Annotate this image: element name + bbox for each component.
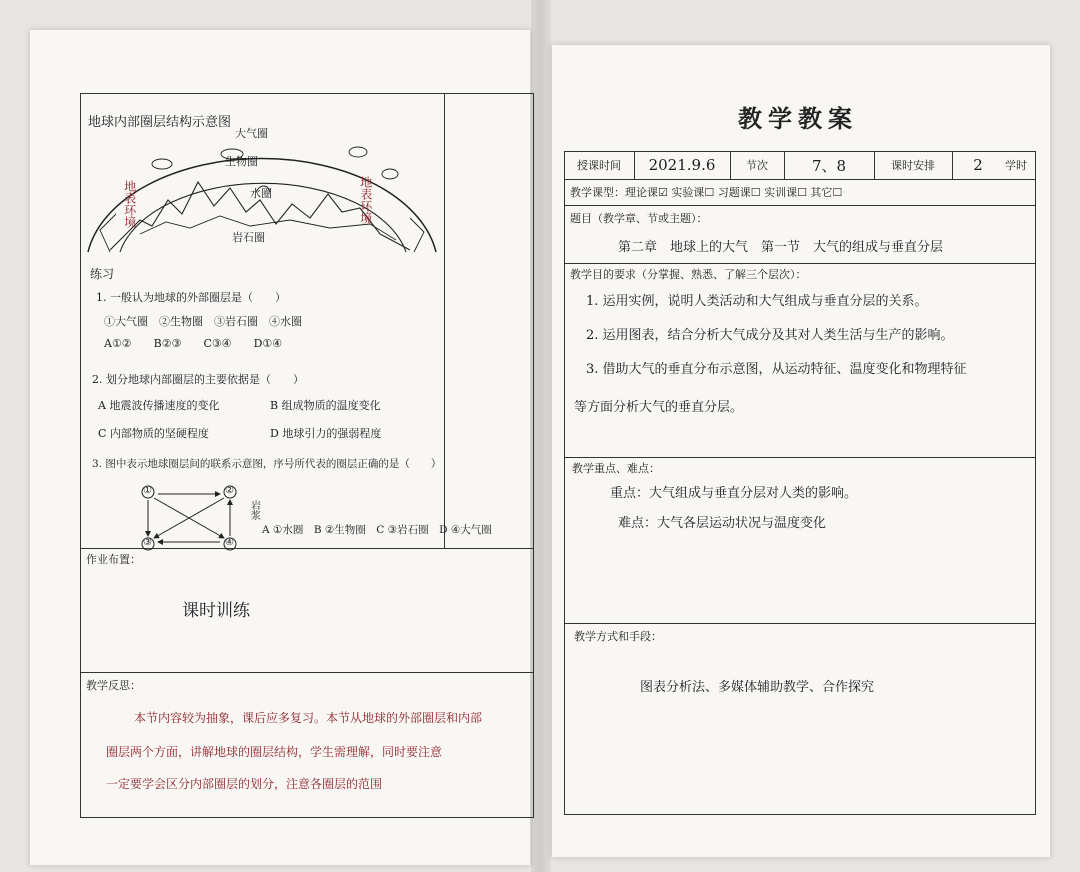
objective-1: 1. 运用实例，说明人类活动和大气组成与垂直分层的关系。 (586, 294, 928, 309)
left-page (30, 30, 530, 865)
objective-2: 2. 运用图表，结合分析大气成分及其对人类生活与生产的影响。 (586, 328, 954, 343)
key-point: 重点：大气组成与垂直分层对人类的影响。 (610, 486, 858, 501)
label-lithosphere: 岩石圈 (232, 231, 265, 244)
objectives-row-divider (564, 457, 1036, 458)
cycle-label-3: ③ (143, 537, 152, 548)
period-value: 7、8 (811, 156, 847, 175)
course-type: 教学课型：理论课☑ 实验课☐ 习题课☐ 实训课☐ 其它☐ (570, 186, 843, 199)
reflection-line-3: 一定要学会区分内部圈层的划分，注意各圈层的范围 (106, 777, 383, 791)
cycle-label-2: ② (225, 485, 234, 496)
topic-row-divider (564, 263, 1036, 264)
question-2-option-d: D 地球引力的强弱程度 (270, 427, 382, 440)
keypoints-label: 教学重点、难点： (572, 462, 660, 475)
homework-label: 作业布置： (86, 553, 141, 566)
time-value: 2021.9.6 (648, 156, 716, 174)
header-cell-divider (952, 151, 953, 179)
methods-value: 图表分析法、多媒体辅助教学、合作探究 (640, 680, 875, 695)
label-right-red: 地表环境 (358, 176, 373, 224)
course-type-row-divider (564, 205, 1036, 206)
question-3: 3. 图中表示地球圈层间的联系示意图，序号所代表的圈层正确的是（ ） (92, 458, 442, 470)
hours-unit: 学时 (1005, 159, 1027, 172)
cycle-label-4: ④ (225, 537, 234, 548)
hours-label: 课时安排 (891, 159, 935, 172)
lesson-plan-title: 教学教案 (738, 104, 858, 133)
time-label: 授课时间 (577, 159, 621, 172)
label-biosphere: 生物圈 (225, 155, 258, 168)
diagram-title: 地球内部圈层结构示意图 (88, 115, 232, 130)
objective-4: 等方面分析大气的垂直分层。 (574, 400, 744, 415)
homework-text: 课时训练 (182, 601, 250, 621)
cycle-side-label: 岩浆 (248, 500, 260, 520)
label-hydrosphere: 水圈 (250, 187, 272, 200)
reflection-line-1: 本节内容较为抽象，课后应多复习。本节从地球的外部圈层和内部 (134, 711, 483, 725)
left-table-column-divider (444, 93, 445, 549)
topic-label: 题目（教学章、节或主题）： (570, 212, 708, 225)
question-2-option-b: B 组成物质的温度变化 (270, 399, 381, 412)
reflection-label: 教学反思： (86, 679, 141, 692)
book-spine (531, 0, 551, 872)
question-2-option-a: A 地震波传播速度的变化 (98, 399, 220, 412)
period-label: 节次 (746, 159, 768, 172)
question-1-items: ①大气圈 ②生物圈 ③岩石圈 ④水圈 (104, 315, 302, 328)
keypoints-row-divider (564, 623, 1036, 624)
header-row-divider (564, 179, 1036, 180)
question-1-options: A①② B②③ C③④ D①④ (104, 337, 283, 350)
question-2-option-c: C 内部物质的坚硬程度 (98, 427, 209, 440)
left-table-row-divider (80, 672, 534, 673)
question-2: 2. 划分地球内部圈层的主要依据是（ ） (92, 373, 304, 386)
label-atmosphere: 大气圈 (235, 127, 268, 140)
label-left-red: 地表环境 (122, 180, 137, 228)
difficult-point: 难点：大气各层运动状况与温度变化 (618, 516, 827, 531)
cycle-label-1: ① (143, 485, 152, 496)
reflection-line-2: 圈层两个方面，讲解地球的圈层结构，学生需理解，同时要注意 (106, 745, 443, 759)
practice-heading: 练习 (90, 267, 115, 281)
question-3-options: A ①水圈 B ②生物圈 C ③岩石圈 D ④大气圈 (262, 524, 492, 536)
methods-label: 教学方式和手段： (574, 630, 662, 643)
question-1: 1. 一般认为地球的外部圈层是（ ） (96, 291, 286, 304)
topic-value: 第二章 地球上的大气 第一节 大气的组成与垂直分层 (618, 240, 944, 255)
hours-value: 2 (973, 156, 983, 174)
objective-3: 3. 借助大气的垂直分布示意图，从运动特征、温度变化和物理特征 (586, 362, 967, 377)
right-page (552, 45, 1050, 857)
objectives-label: 教学目的要求（分掌握、熟悉、了解三个层次）： (570, 268, 807, 281)
